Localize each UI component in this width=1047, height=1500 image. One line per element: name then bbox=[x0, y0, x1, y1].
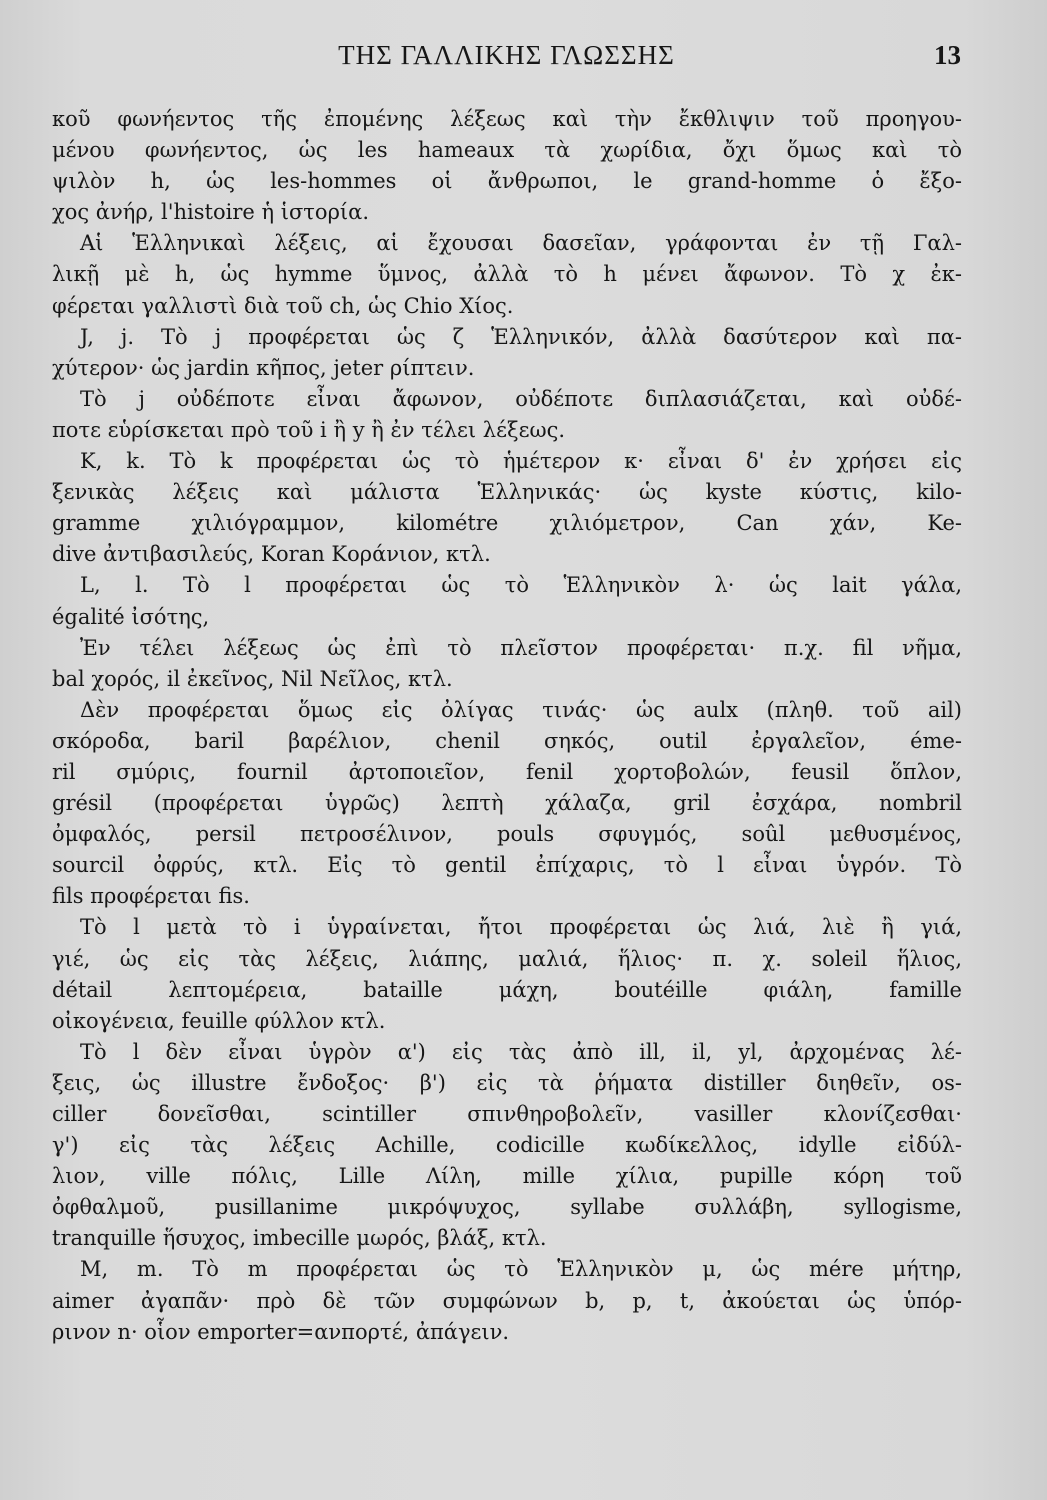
text-line: Τὸ j οὐδέποτε εἶναι ἄφωνον, οὐδέποτε διπλασιάζεται, καὶ οὐδέ- bbox=[80, 386, 962, 411]
text-line: M, m. Τὸ m προφέρεται ὡς τὸ Ἑλληνικὸν μ, ὡς mére μήτηρ, bbox=[80, 1257, 962, 1282]
text-line: ril σμύρις, fournil ἀρτοποιεῖον, fenil χορτοβολών, feusil ὅπλον, bbox=[52, 759, 962, 784]
text-line: Δὲν προφέρεται ὅμως εἰς ὀλίγας τινάς· ὡς aulx (πληθ. τοῦ ail) bbox=[80, 697, 962, 722]
text-line: K, k. Τὸ k προφέρεται ὡς τὸ ἡμέτερον κ· εἶναι δ' ἐν χρήσει εἰς bbox=[80, 449, 962, 474]
text-line: λικῇ μὲ h, ὡς hymme ὕμνος, ἀλλὰ τὸ h μένει ἄφωνον. Τὸ χ ἐκ- bbox=[52, 262, 962, 287]
text-line: χύτερον· ὡς jardin κῆπος, jeter ρίπτειν. bbox=[52, 355, 475, 380]
page-number: 13 bbox=[934, 40, 961, 70]
text-line: fils προφέρεται fis. bbox=[52, 884, 250, 909]
text-line: dive ἀντιβασιλεύς, Koran Κοράνιον, κτλ. bbox=[52, 542, 491, 567]
text-line: sourcil ὀφρύς, κτλ. Εἰς τὸ gentil ἐπίχαρις, τὸ l εἶναι ὑγρόν. Τὸ bbox=[52, 853, 962, 878]
text-line: Αἱ Ἑλληνικαὶ λέξεις, αἱ ἔχουσαι δασεῖαν, γράφονται ἐν τῇ Γαλ- bbox=[80, 231, 962, 256]
text-line: φέρεται γαλλιστὶ διὰ τοῦ ch, ὡς Chio Χίος. bbox=[52, 293, 514, 318]
text-line: bal χορός, il ἐκεῖνος, Nil Νεῖλος, κτλ. bbox=[52, 666, 453, 691]
text-line: ψιλὸν h, ὡς les-hommes οἱ ἄνθρωποι, le grand-homme ὁ ἔξο- bbox=[52, 169, 962, 194]
text-line: ὀφθαλμοῦ, pusillanime μικρόψυχος, syllabe συλλάβη, syllogisme, bbox=[52, 1195, 962, 1220]
text-line: J, j. Τὸ j προφέρεται ὡς ζ Ἑλληνικόν, ἀλλὰ δασύτερον καὶ πα- bbox=[80, 324, 962, 349]
text-line: gramme χιλιόγραμμον, kilométre χιλιόμετρον, Can χάν, Ke- bbox=[52, 511, 962, 536]
body-text bbox=[52, 104, 962, 1348]
text-line: ciller δονεῖσθαι, scintiller σπινθηροβολεῖν, vasiller κλονίζεσθαι· bbox=[52, 1102, 962, 1126]
text-line: χος ἀνήρ, l'histoire ἡ ἱστορία. bbox=[52, 200, 369, 225]
text-line: σκόροδα, baril βαρέλιον, chenil σηκός, outil ἐργαλεῖον, éme- bbox=[52, 728, 962, 753]
text-line: γιέ, ὡς εἰς τὰς λέξεις, λιάπης, μαλιά, ἥλιος· π. χ. soleil ἥλιος, bbox=[52, 946, 962, 971]
text-line: grésil (προφέρεται ὑγρῶς) λεπτὴ χάλαζα, gril ἐσχάρα, nombril bbox=[52, 791, 962, 816]
text-line: λιον, ville πόλις, Lille Λίλη, mille χίλια, pupille κόρη τοῦ bbox=[52, 1164, 962, 1189]
text-line: ξεις, ὡς illustre ἔνδοξος· β') εἰς τὰ ῥήματα distiller διηθεῖν, os- bbox=[52, 1070, 962, 1095]
running-title: ΤΗΣ ΓΑΛΛΙΚΗΣ ΓΛΩΣΣΗΣ bbox=[338, 40, 675, 70]
text-line: ὀμφαλός, persil πετροσέλινον, pouls σφυγμός, soûl μεθυσμένος, bbox=[52, 822, 962, 847]
text-line: οἰκογένεια, feuille φύλλον κτλ. bbox=[52, 1008, 386, 1033]
text-line: ρινον n· οἷον emporter=ανπορτέ, ἀπάγειν. bbox=[52, 1319, 510, 1344]
text-line: Τὸ l μετὰ τὸ i ὑγραίνεται, ἤτοι προφέρεται ὡς λιά, λιὲ ἢ γιά, bbox=[80, 915, 962, 940]
text-line: μένου φωνήεντος, ὡς les hameaux τὰ χωρίδια, ὄχι ὅμως καὶ τὸ bbox=[52, 138, 962, 163]
text-line: ξενικὰς λέξεις καὶ μάλιστα Ἑλληνικάς· ὡς kyste κύστις, kilo- bbox=[52, 480, 962, 505]
text-line: κοῦ φωνήεντος τῆς ἐπομένης λέξεως καὶ τὴν ἔκθλιψιν τοῦ προηγου- bbox=[52, 107, 962, 131]
text-line: détail λεπτομέρεια, bataille μάχη, boutéille φιάλη, famille bbox=[52, 977, 962, 1002]
text-line: ποτε εὑρίσκεται πρὸ τοῦ i ἢ y ἢ ἐν τέλει λέξεως. bbox=[52, 417, 566, 442]
page-header bbox=[52, 40, 961, 80]
text-line: Ἐν τέλει λέξεως ὡς ἐπὶ τὸ πλεῖστον προφέρεται· π.χ. fil νῆμα, bbox=[80, 635, 962, 660]
text-line: L, l. Τὸ l προφέρεται ὡς τὸ Ἑλληνικὸν λ· ὡς lait γάλα, bbox=[80, 573, 962, 598]
text-line: tranquille ἥσυχος, imbecille μωρός, βλάξ, κτλ. bbox=[52, 1226, 547, 1251]
text-line: γ') εἰς τὰς λέξεις Achille, codicille κωδίκελλος, idylle εἰδύλ- bbox=[52, 1133, 962, 1158]
text-line: Τὸ l δὲν εἶναι ὑγρὸν α') εἰς τὰς ἀπὸ ill, il, yl, ἀρχομένας λέ- bbox=[80, 1039, 962, 1064]
text-line: égalité ἰσότης, bbox=[52, 604, 210, 629]
text-line: aimer ἀγαπᾶν· πρὸ δὲ τῶν συμφώνων b, p, t, ἀκούεται ὡς ὑπόρ- bbox=[52, 1288, 962, 1313]
